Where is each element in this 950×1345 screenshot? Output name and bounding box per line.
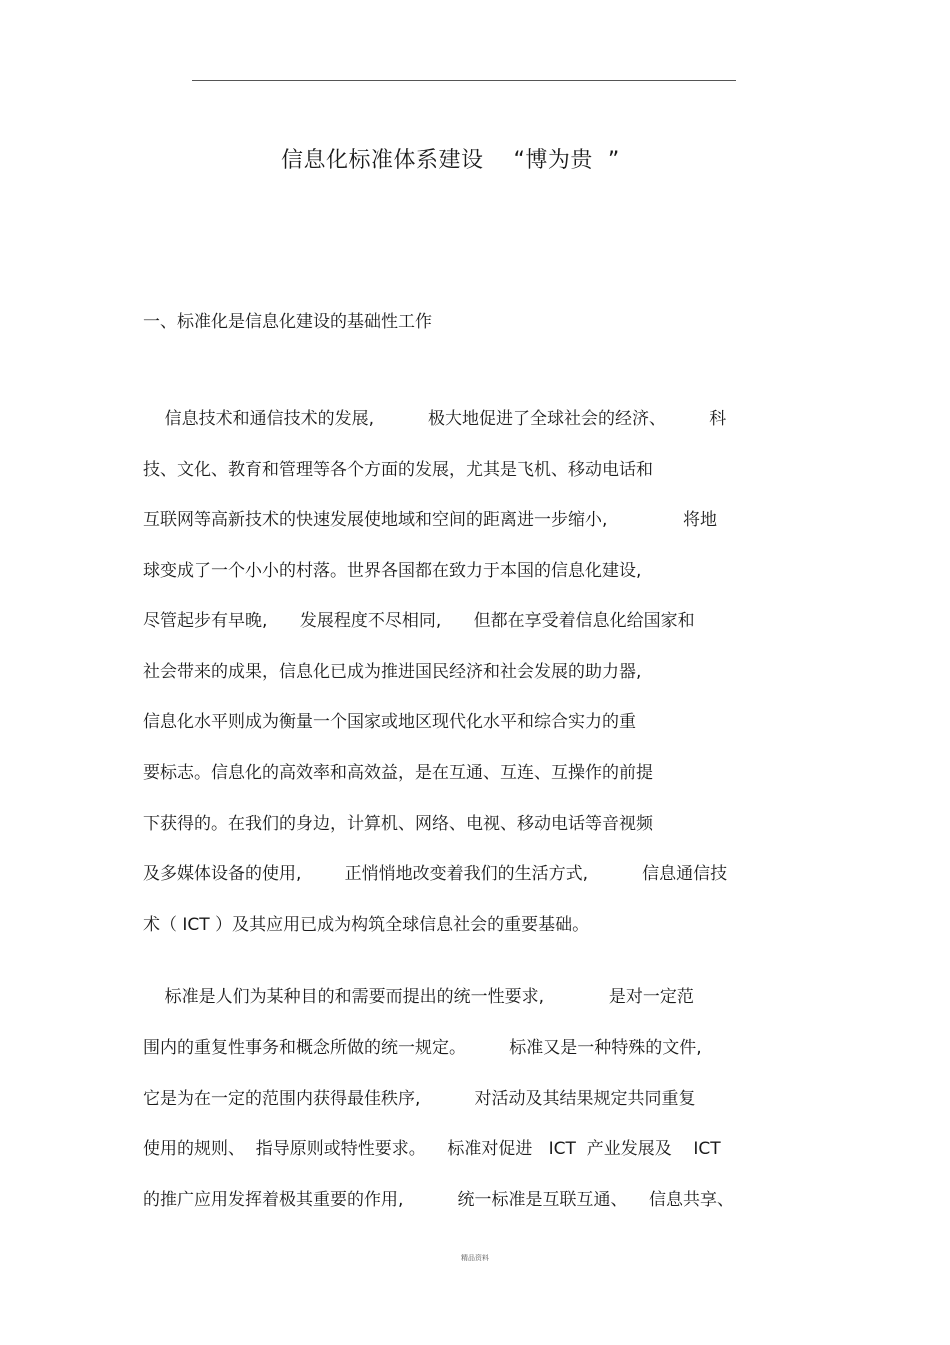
header-rule [192, 80, 736, 81]
paragraph-line: 信息化水平则成为衡量一个国家或地区现代化水平和综合实力的重 [143, 712, 636, 732]
paragraph-line: 的推广应用发挥着极其重要的作用, 统一标准是互联互通、 信息共享、 [143, 1190, 735, 1210]
paragraph-line: 球变成了一个小小的村落。世界各国都在致力于本国的信息化建设, [143, 561, 642, 581]
paragraph-line: 术（ ICT ）及其应用已成为构筑全球信息社会的重要基础。 [143, 915, 590, 935]
section-heading: 一、标准化是信息化建设的基础性工作 [143, 312, 432, 332]
paragraph-line: 要标志。信息化的高效率和高效益，是在互通、互连、互操作的前提 [143, 763, 653, 783]
page-footer: 精品资料 [461, 1254, 489, 1262]
paragraph-line: 标准是人们为某种目的和需要而提出的统一性要求, 是对一定范 [143, 987, 694, 1007]
paragraph-line: 技、文化、教育和管理等各个方面的发展，尤其是飞机、移动电话和 [143, 460, 653, 480]
paragraph-line: 互联网等高新技术的快速发展使地域和空间的距离进一步缩小, 将地 [143, 510, 718, 530]
paragraph-line: 信息技术和通信技术的发展, 极大地促进了全球社会的经济、 科 [143, 409, 727, 429]
paragraph-line: 社会带来的成果，信息化已成为推进国民经济和社会发展的助力器, [143, 662, 642, 682]
paragraph-line: 围内的重复性事务和概念所做的统一规定。 标准又是一种特殊的文件, [143, 1038, 702, 1058]
paragraph-line: 使用的规则、 指导原则或特性要求。 标准对促进 ICT 产业发展及 ICT [143, 1139, 721, 1159]
paragraph-line: 及多媒体设备的使用, 正悄悄地改变着我们的生活方式, 信息通信技 [143, 864, 728, 884]
paragraph-line: 尽管起步有早晚, 发展程度不尽相同, 但都在享受着信息化给国家和 [143, 611, 695, 631]
document-title: 信息化标准体系建设 “博为贵 ” [281, 148, 620, 173]
paragraph-line: 下获得的。在我们的身边，计算机、网络、电视、移动电话等音视频 [143, 814, 653, 834]
paragraph-line: 它是为在一定的范围内获得最佳秩序, 对活动及其结果规定共同重复 [143, 1089, 696, 1109]
